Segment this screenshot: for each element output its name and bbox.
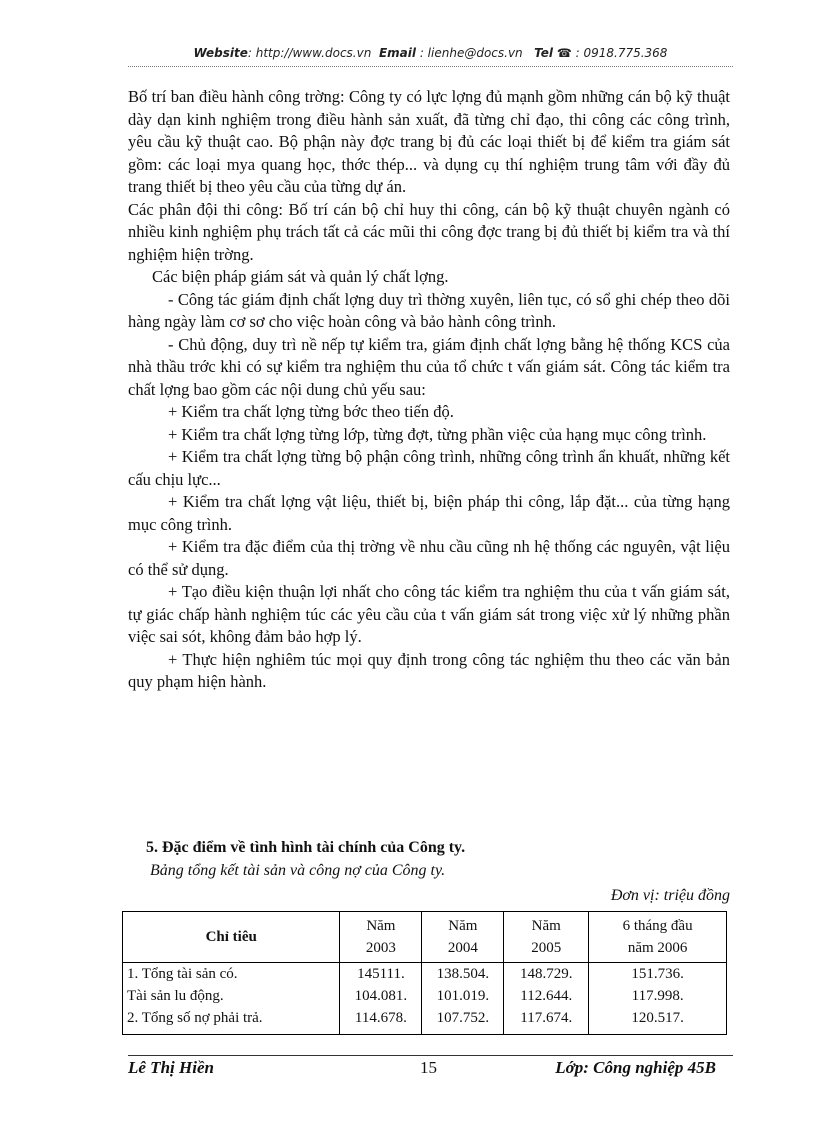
- footer-divider: [128, 1055, 733, 1056]
- bullet-item: + Kiểm tra đặc điểm của thị trờng về nhu cầu cũng nh hệ thống các nguyên, vật liệu có thể sử dụng.: [128, 537, 730, 579]
- cell-2003: 114.678.: [340, 1007, 422, 1035]
- bullet-item: + Kiểm tra chất lợng từng lớp, từng đợt, từng phần việc của hạng mục công trình.: [168, 424, 707, 444]
- paragraph-self-inspection: - Chủ động, duy trì nề nếp tự kiểm tra, giám định chất lợng bằng hệ thống KCS của nhà thầu trớc khi có sự kiểm tra nghiệm thu của tổ chức t vấn giám sát. Công tác kiểm tra chất lợng bao gồm các nội dung chủ yếu sau:: [128, 334, 730, 399]
- paragraph-management-board: Bố trí ban điều hành công trờng: Công ty có lực lợng đủ mạnh gồm những cán bộ kỹ thuật dày dạn kinh nghiệm trong điều hành sản xuất, đã từng chỉ đạo, thi công các công trình, yêu cầu kỹ thuật cao. Bộ phận này đợc trang bị đủ các loại thiết bị để kiểm tra giám sát gồm: các loại mya quang học, thớc thép... và dụng cụ thí nghiệm trung tâm với đầy đủ trang thiết bị theo yêu cầu của từng dự án.: [128, 87, 730, 196]
- table-unit: Đơn vị: triệu đồng: [610, 887, 730, 904]
- row-label: Tài sản lu động.: [123, 985, 340, 1007]
- page-header: [128, 46, 733, 60]
- cell-2006: 120.517.: [589, 1007, 727, 1035]
- bullet-item: + Kiểm tra chất lợng từng bộ phận công trình, những công trình ẩn khuất, những kết cấu chịu lực...: [128, 447, 730, 489]
- table-header-row: [123, 912, 727, 963]
- bullet-item: + Thực hiện nghiêm túc mọi quy định trong công tác nghiệm thu theo các văn bản quy phạm hiện hành.: [128, 649, 730, 691]
- header-2003: Năm 2003: [340, 912, 422, 963]
- header-divider: [128, 66, 733, 67]
- cell-2006: 151.736.: [589, 963, 727, 986]
- cell-2005: 112.644.: [504, 985, 589, 1007]
- table-row: [123, 1007, 727, 1035]
- cell-2005: 148.729.: [504, 963, 589, 986]
- tel-value: ☎ : 0918.775.368: [556, 46, 668, 60]
- cell-2006: 117.998.: [589, 985, 727, 1007]
- page-number: 15: [420, 1058, 437, 1077]
- row-label: 1. Tổng tài sản có.: [123, 963, 340, 986]
- financial-table: [122, 911, 727, 1035]
- bullet-item: + Kiểm tra chất lợng vật liệu, thiết bị, biện pháp thi công, lắp đặt... của từng hạng mục công trình.: [128, 492, 730, 534]
- table-row: [123, 985, 727, 1007]
- header-2004: Năm 2004: [422, 912, 504, 963]
- cell-2003: 145111.: [340, 963, 422, 986]
- email-label: Email: [378, 46, 416, 60]
- website-value: : http://www.docs.vn: [247, 46, 372, 60]
- paragraph-construction-teams: Các phân đội thi công: Bố trí cán bộ chỉ huy thi công, cán bộ kỹ thuật chuyên ngành có nhiều kinh nghiệm phụ trách tất cả các mũi thi công đợc trang bị đủ thiết bị kiểm tra và thí nghiệm hiện trờng.: [128, 199, 730, 264]
- footer-author: Lê Thị Hiền: [128, 1058, 214, 1077]
- tel-label: Tel: [534, 46, 554, 60]
- table-caption: Bảng tổng kết tài sản và công nợ của Công ty.: [150, 862, 446, 879]
- cell-2004: 101.019.: [422, 985, 504, 1007]
- email-value: : lienhe@docs.vn: [419, 46, 523, 60]
- bullet-item: + Tạo điều kiện thuận lợi nhất cho công tác kiểm tra nghiệm thu của t vấn giám sát, tự giác chấp hành nghiệm túc các yêu cầu của t vấn giám sát trong việc xử lý những phần việc sai sót, không đảm bảo hợp lý.: [128, 582, 730, 646]
- bullet-item: + Kiểm tra chất lợng từng bớc theo tiến độ.: [168, 402, 454, 421]
- cell-2004: 107.752.: [422, 1007, 504, 1035]
- website-label: Website: [193, 46, 248, 60]
- cell-2003: 104.081.: [340, 985, 422, 1007]
- header-criteria: Chỉ tiêu: [123, 912, 340, 963]
- cell-2005: 117.674.: [504, 1007, 589, 1035]
- body-text: [128, 86, 730, 694]
- footer-class: Lớp: Công nghiệp 45B: [555, 1058, 716, 1077]
- row-label: 2. Tổng số nợ phải trả.: [123, 1007, 340, 1035]
- cell-2004: 138.504.: [422, 963, 504, 986]
- paragraph-quality-inspection: - Công tác giám định chất lợng duy trì thờng xuyên, liên tục, có sổ ghi chép theo dõi hàng ngày làm cơ sơ cho việc hoàn công và bảo hành công trình.: [128, 289, 730, 331]
- paragraph-supervision-heading: Các biện pháp giám sát và quản lý chất lợng.: [152, 267, 449, 286]
- section-title: 5. Đặc điểm về tình hình tài chính của Công ty.: [146, 839, 466, 856]
- header-2006-h1: 6 tháng đầu năm 2006: [589, 912, 727, 963]
- header-2005: Năm 2005: [504, 912, 589, 963]
- table-row: [123, 963, 727, 986]
